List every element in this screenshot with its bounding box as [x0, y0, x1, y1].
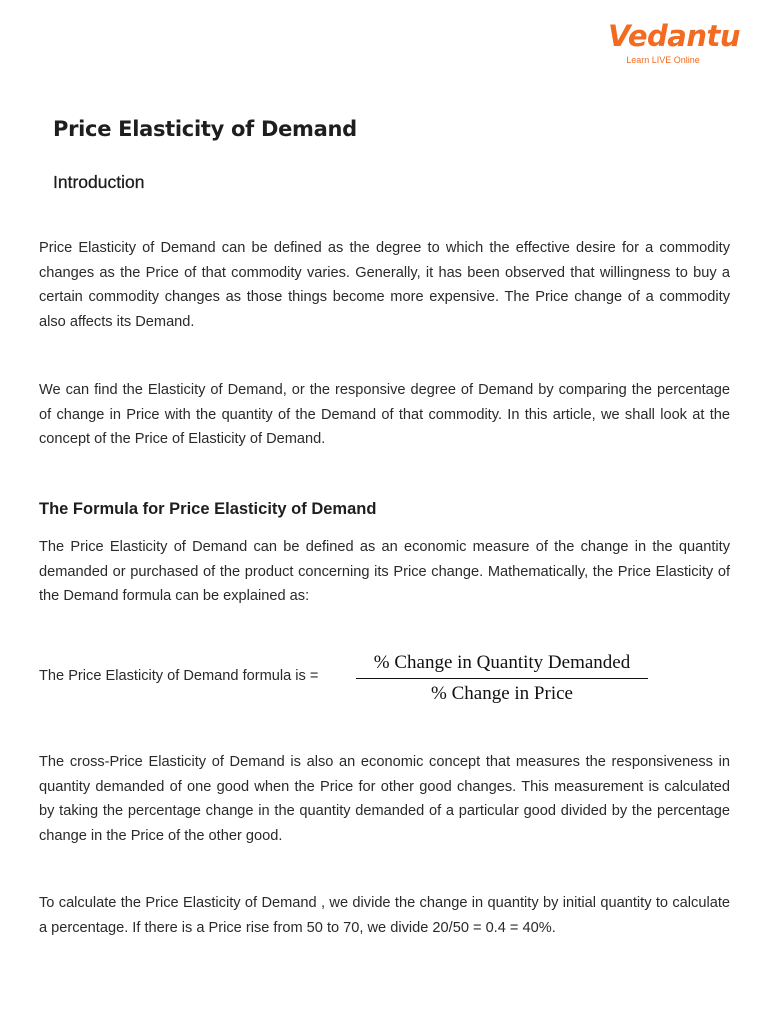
intro-paragraph-2: We can find the Elasticity of Demand, or the responsive degree of Demand by comparing the percentage of change in Price with the quantity of the Demand of that commodity. In this article, we shall look at the concept of the Price of Elasticity of Demand. [39, 382, 730, 447]
page-title: Price Elasticity of Demand [53, 117, 357, 141]
logo-tagline: Learn LIVE Online [626, 55, 700, 65]
logo-brand-name: Vedantu [608, 19, 740, 53]
calculation-paragraph: To calculate the Price Elasticity of Demand , we divide the change in quantity by initial quantity to calculate a percentage. If there is a Price rise from 50 to 70, we divide 20/50 = 0.4 = 40%. [39, 895, 730, 936]
cross-price-paragraph: The cross-Price Elasticity of Demand is also an economic concept that measures the responsiveness in quantity demanded of one good when the Price for other good changes. This measurement is calculated by taking the percentage change in the quantity demanded of a particular good divided by the percentage change in the Price of the other good. [39, 754, 730, 844]
formula-numerator: % Change in Quantity Demanded [373, 652, 631, 673]
formula-denominator: % Change in Price [431, 683, 573, 704]
formula-fraction [356, 650, 648, 707]
intro-paragraph-1: Price Elasticity of Demand can be defined as the degree to which the effective desire for a commodity changes as the Price of that commodity varies. Generally, it has been observed that willingness to buy a certain commodity changes as those things become more expensive. The Price change of a commodity also affects its Demand. [39, 240, 730, 330]
formula-section-heading: The Formula for Price Elasticity of Demand [39, 500, 377, 518]
elasticity-formula [39, 650, 730, 710]
introduction-heading: Introduction [53, 172, 145, 192]
vedantu-logo [608, 19, 740, 72]
formula-intro-paragraph: The Price Elasticity of Demand can be defined as an economic measure of the change in the quantity demanded or purchased of the product concerning its Price change. Mathematically, the Price Elasticity of the Demand formula can be explained as: [39, 539, 730, 604]
formula-lead-text: The Price Elasticity of Demand formula is = [39, 668, 319, 684]
